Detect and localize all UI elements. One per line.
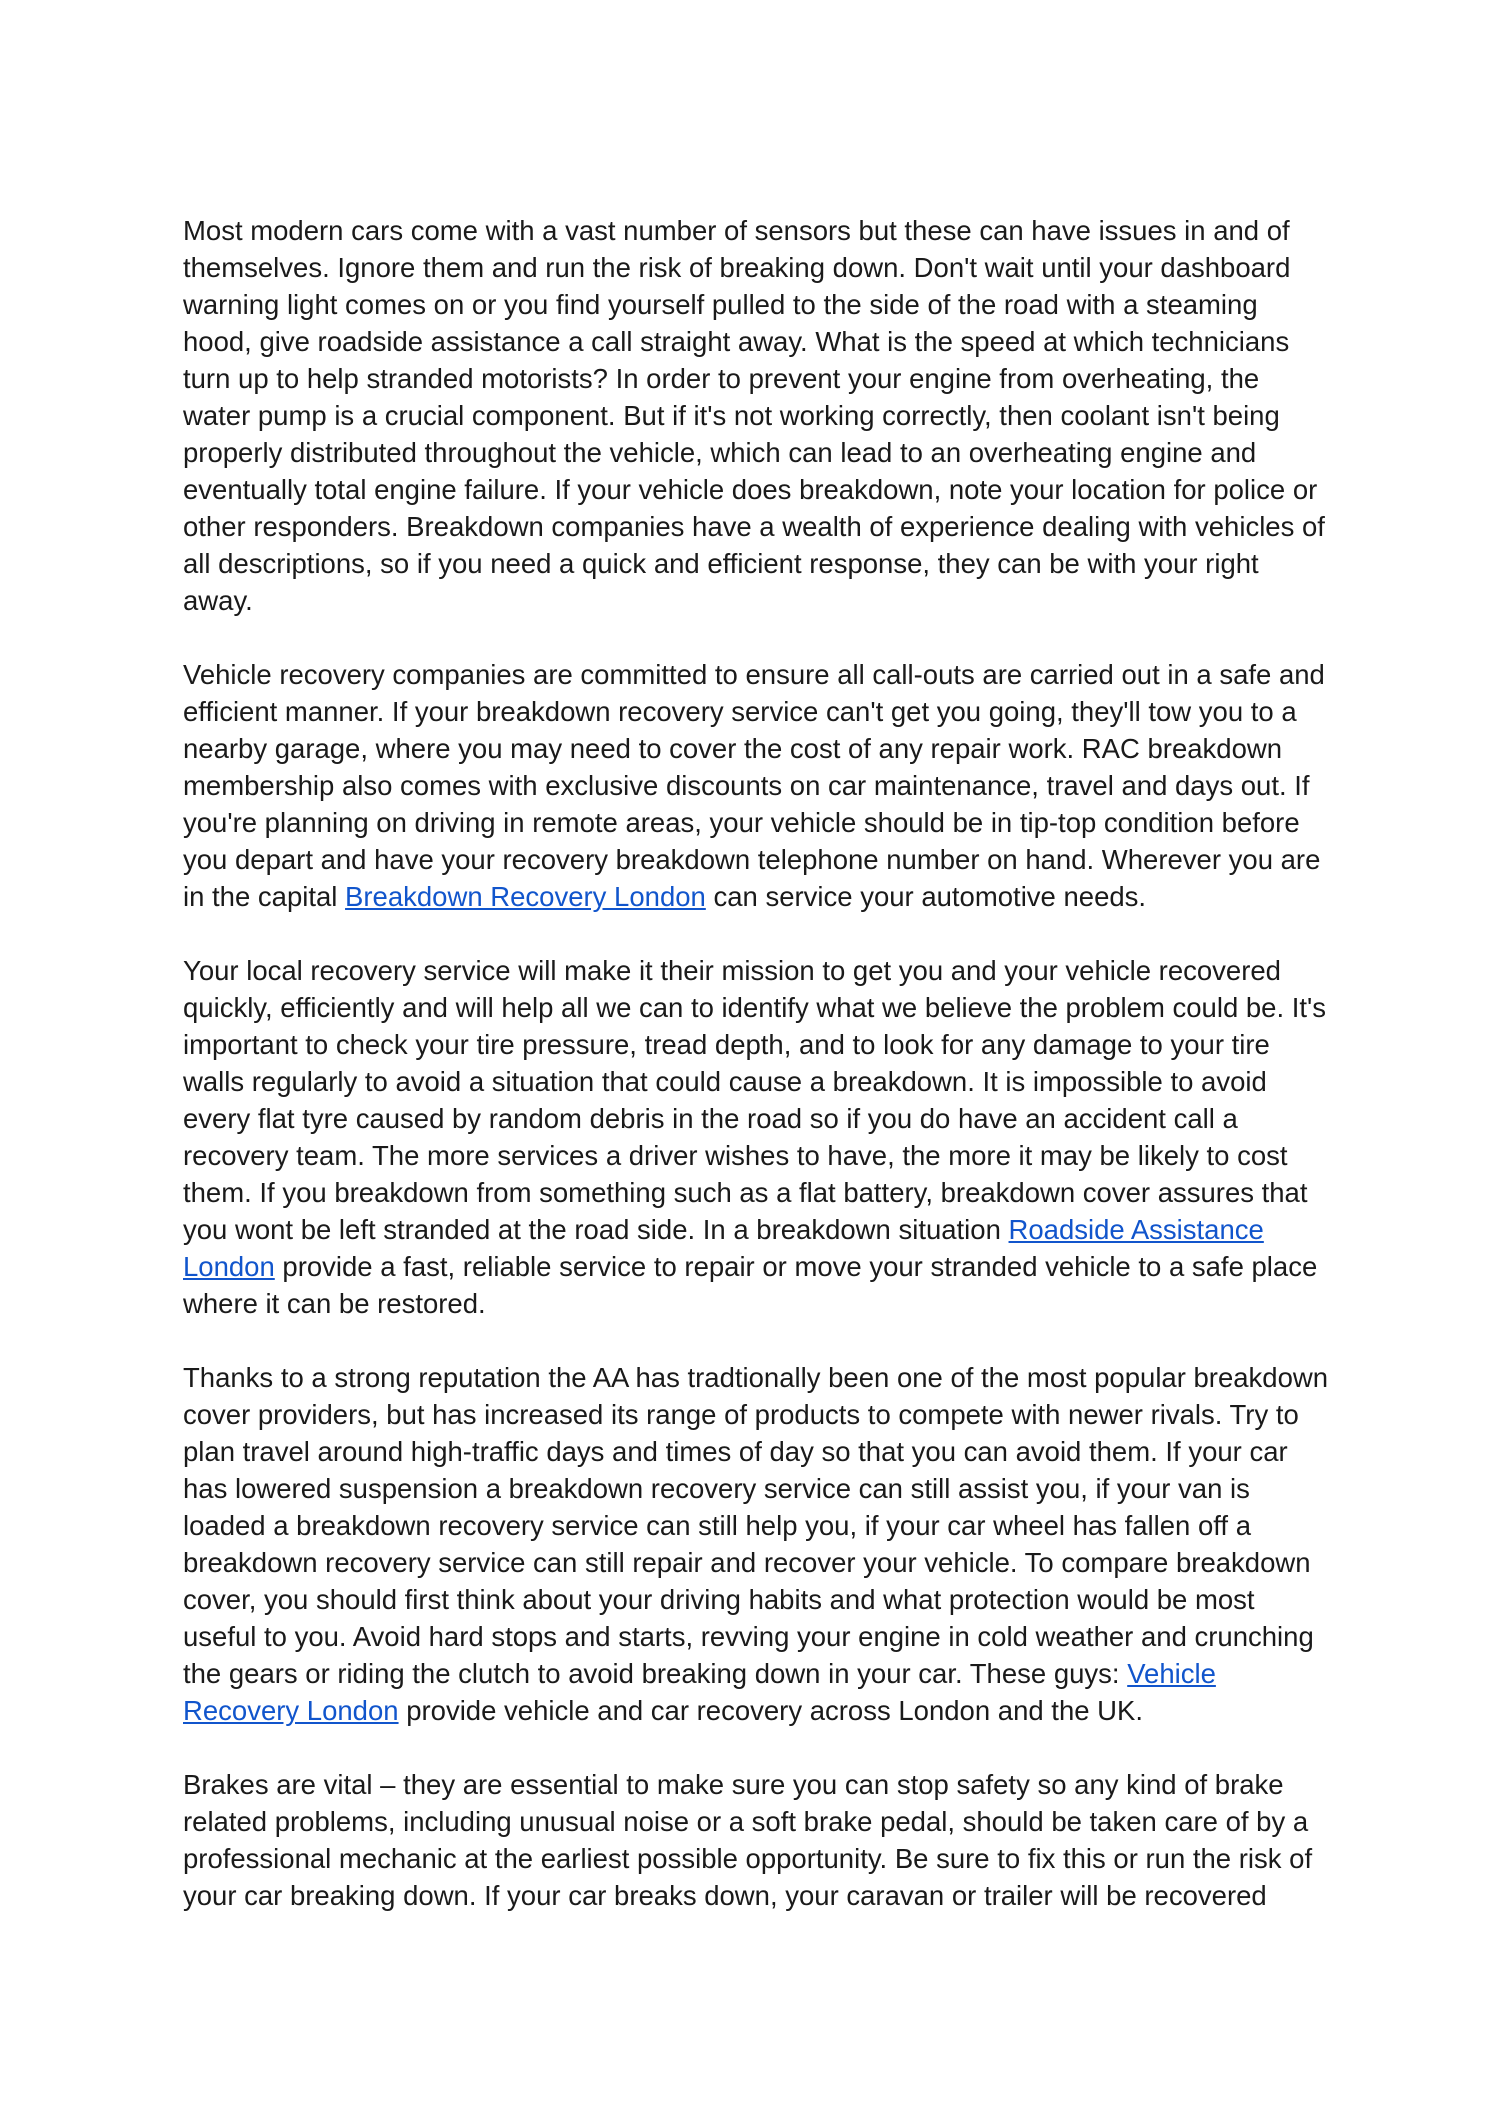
paragraph-4-text-after: provide vehicle and car recovery across London and the UK.: [398, 1695, 1144, 1726]
paragraph-2-text-after: can service your automotive needs.: [705, 881, 1147, 912]
paragraph-3: [183, 952, 1333, 1322]
paragraph-2-text-before: Vehicle recovery companies are committed to ensure all call-outs are carried out in a safe and efficient manner. If your breakdown recovery service can't get you going, they'll tow you to a nearby garage, where you may need to cover the cost of any repair work. RAC breakdown membership also comes with exclusive discounts on car maintenance, travel and days out. If you're planning on driving in remote areas, your vehicle should be in tip-top condition before you depart and have your recovery breakdown telephone number on hand. Wherever you are in the capital: [183, 659, 1325, 912]
paragraph-5: Brakes are vital – they are essential to make sure you can stop safety so any kind of brake related problems, including unusual noise or a soft brake pedal, should be taken care of by a professional mechanic at the earliest possible opportunity. Be sure to fix this or run the risk of your car breaking down. If your car breaks down, your caravan or trailer will be recovered: [183, 1769, 1313, 1911]
document-body: [183, 212, 1333, 1914]
vehicle-recovery-london-link[interactable]: Vehicle Recovery London: [183, 1658, 1216, 1726]
paragraph-1: Most modern cars come with a vast number of sensors but these can have issues in and of themselves. Ignore them and run the risk of breaking down. Don't wait until your dashboard warning light comes on or you find yourself pulled to the side of the road with a steaming hood, give roadside assistance a call straight away. What is the speed at which technicians turn up to help stranded motorists? In order to prevent your engine from overheating, the water pump is a crucial component. But if it's not working correctly, then coolant isn't being properly distributed throughout the vehicle, which can lead to an overheating engine and eventually total engine failure. If your vehicle does breakdown, note your location for police or other responders. Breakdown companies have a wealth of experience dealing with vehicles of all descriptions, so if you need a quick and efficient response, they can be with your right away.: [183, 215, 1325, 616]
paragraph-2: [183, 656, 1333, 915]
paragraph-3-text-after: provide a fast, reliable service to repair or move your stranded vehicle to a safe place where it can be restored.: [183, 1251, 1318, 1319]
paragraph-4-text-before: Thanks to a strong reputation the AA has tradtionally been one of the most popular breakdown cover providers, but has increased its range of products to compete with newer rivals. Try to plan travel around high-traffic days and times of day so that you can avoid them. If your car has lowered suspension a breakdown recovery service can still assist you, if your van is loaded a breakdown recovery service can still help you, if your car wheel has fallen off a breakdown recovery service can still repair and recover your vehicle. To compare breakdown cover, you should first think about your driving habits and what protection would be most useful to you. Avoid hard stops and starts, revving your engine in cold weather and crunching the gears or riding the clutch to avoid breaking down in your car. These guys:: [183, 1362, 1329, 1689]
paragraph-4: [183, 1359, 1333, 1729]
breakdown-recovery-london-link[interactable]: Breakdown Recovery London: [345, 881, 706, 912]
paragraph-3-text-before: Your local recovery service will make it their mission to get you and your vehicle recovered quickly, efficiently and will help all we can to identify what we believe the problem could be. It's important to check your tire pressure, tread depth, and to look for any damage to your tire walls regularly to avoid a situation that could cause a breakdown. It is impossible to avoid every flat tyre caused by random debris in the road so if you do have an accident call a recovery team. The more services a driver wishes to have, the more it may be likely to cost them. If you breakdown from something such as a flat battery, breakdown cover assures that you wont be left stranded at the road side. In a breakdown situation: [183, 955, 1327, 1245]
roadside-assistance-london-link[interactable]: Roadside Assistance London: [183, 1214, 1264, 1282]
